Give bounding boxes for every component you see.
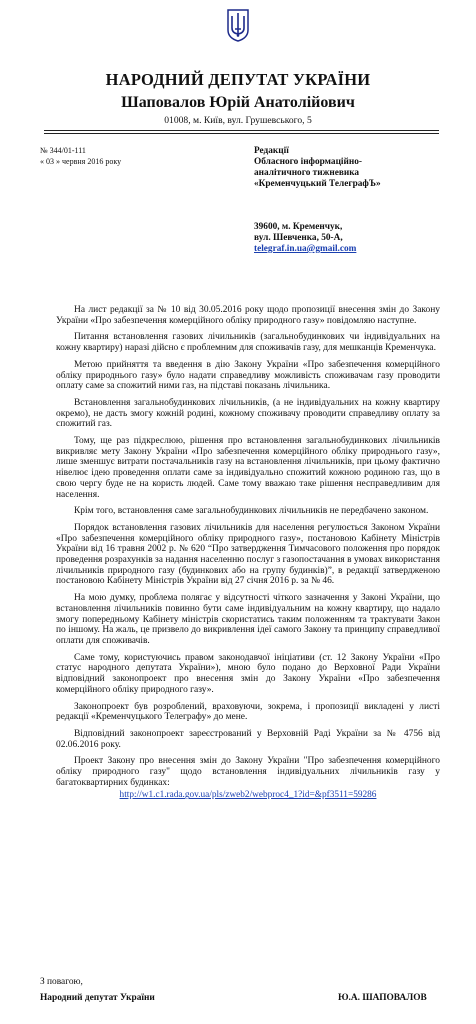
letter-body (56, 305, 440, 801)
recipient-email-link[interactable]: telegraf.in.ua@gmail.com (254, 244, 357, 254)
paragraph: Порядок встановлення газових лічильників для населення регулюється Законом України «Про забезпечення комерційного обліку природного газу», постановою Кабінету Міністрів України від 16 травня 2002 р. № 620 “Про затвердження Тимчасового положення про порядок проведення розрахунків за надання населенню послуг з газопостачання в умовах використання лічильників природного газу (будинкових або на групу будинків)”, в редакції затвердженою постановою Кабінету Міністрів України від 27 січня 2016 р. за № 46. (56, 522, 440, 587)
paragraph: Проект Закону про внесення змін до Закону України "Про забезпечення комерційного обліку природного газу" щодо встановлення індивідуальних лічильників газу у багатоквартирних будинках: (56, 756, 440, 788)
header-divider (44, 130, 439, 131)
recipient-street: вул. Шевченка, 50-А, (254, 233, 343, 243)
recipient-line-4: «Кременчуцький ТелеграфЪ» (254, 179, 381, 189)
header-divider-thin (44, 133, 439, 134)
paragraph: Законопроект був розроблений, враховуючи, зокрема, і пропозиції викладені у листі редакції «Кременчуцького Телеграфу» до мене. (56, 701, 440, 723)
closing: З повагою, (40, 977, 83, 987)
office-address: 01008, м. Київ, вул. Грушевського, 5 (164, 115, 312, 126)
letter-date: « 03 » червня 2016 року (40, 157, 122, 166)
letter-number: № 344/01-111 (40, 146, 86, 155)
recipient-line-1: Редакції (254, 146, 289, 156)
recipient-city: 39600, м. Кременчук, (254, 222, 343, 232)
recipient-block (254, 146, 381, 190)
paragraph: Питання встановлення газових лічильників (загальнобудинкових чи індивідуальних на кожну квартиру) наразі дійсно є проблемним для споживачів газу, для мешканців Кременчука. (56, 332, 440, 354)
paragraph: Встановлення загальнобудинкових лічильників, (а не індивідуальних на кожну квартиру окремо), не дасть змогу кожній родині, кожному споживачу проводити справедливу оплату за спожитий газ. (56, 397, 440, 430)
paragraph: Саме тому, користуючись правом законодавчої ініціативи (ст. 12 Закону України «Про статус народного депутата України»), мною було подано до Верховної Ради України відповідний законопроект про внесення змін до Закону України «Про забезпечення комерційного обліку природного газу». (56, 652, 440, 695)
bill-url-link[interactable]: http://w1.c1.rada.gov.ua/pls/zweb2/webproc4_1?id=&pf3511=59286 (119, 790, 377, 801)
signer-role: Народний депутат України (40, 993, 155, 1003)
deputy-name: Шаповалов Юрій Анатолійович (121, 94, 355, 111)
paragraph: На лист редакції за № 10 від 30.05.2016 року щодо пропозиції внесення змін до Закону України «Про забезпечення комерційного обліку природного газу» повідомляю наступне. (56, 305, 440, 326)
paragraph: Крім того, встановлення саме загальнобудинкових лічильників не передбачено законом. (74, 506, 429, 517)
paragraph: Тому, ще раз підкреслюю, рішення про встановлення загальнобудинкових лічильників викривляє мету Закону України «Про забезпечення комерційного обліку природнього газу», лише зменшує витрати постачальників газу на встановлення лічильників, при цьому фактично нівелює ідею проведення оплати саме за індивідуально спожитий кожною родиною газ, що в свою чергу буде не на користь людей. Саме тому вважаю таке рішення несправедливим для населення. (56, 436, 440, 500)
paragraph: На мою думку, проблема полягає у відсутності чіткого зазначення у Законі України, що встановлення лічильників повинно бути саме індивідуальним на кожну квартиру, що надало змогу попередньому Кабінету міністрів скористатись таким положенням та трактувати Закон по іншому. На жаль, це призвело до викривлення ідеї самого Закону та принципу справедливої оплати для споживачів. (56, 593, 440, 646)
recipient-address (254, 222, 356, 255)
trident-emblem-icon (226, 8, 250, 42)
paragraph: Відповідний законопроект зареєстрований у Верховній Раді України за № 4756 від 02.06.2016 року. (56, 728, 440, 750)
signer-name: Ю.А. ШАПОВАЛОВ (338, 993, 427, 1003)
recipient-line-2: Обласного інформаційно- (254, 157, 362, 167)
page-title: НАРОДНИЙ ДЕПУТАТ УКРАЇНИ (105, 70, 371, 89)
recipient-line-3: аналітичного тижневика (254, 168, 360, 178)
paragraph: Метою прийняття та введення в дію Закону України «Про забезпечення комерційного обліку природнього газу» було надати справедливу можливість споживачам газу проводити оплату саме за спожитий ними газ, на підставі показань лічильника. (56, 359, 440, 392)
